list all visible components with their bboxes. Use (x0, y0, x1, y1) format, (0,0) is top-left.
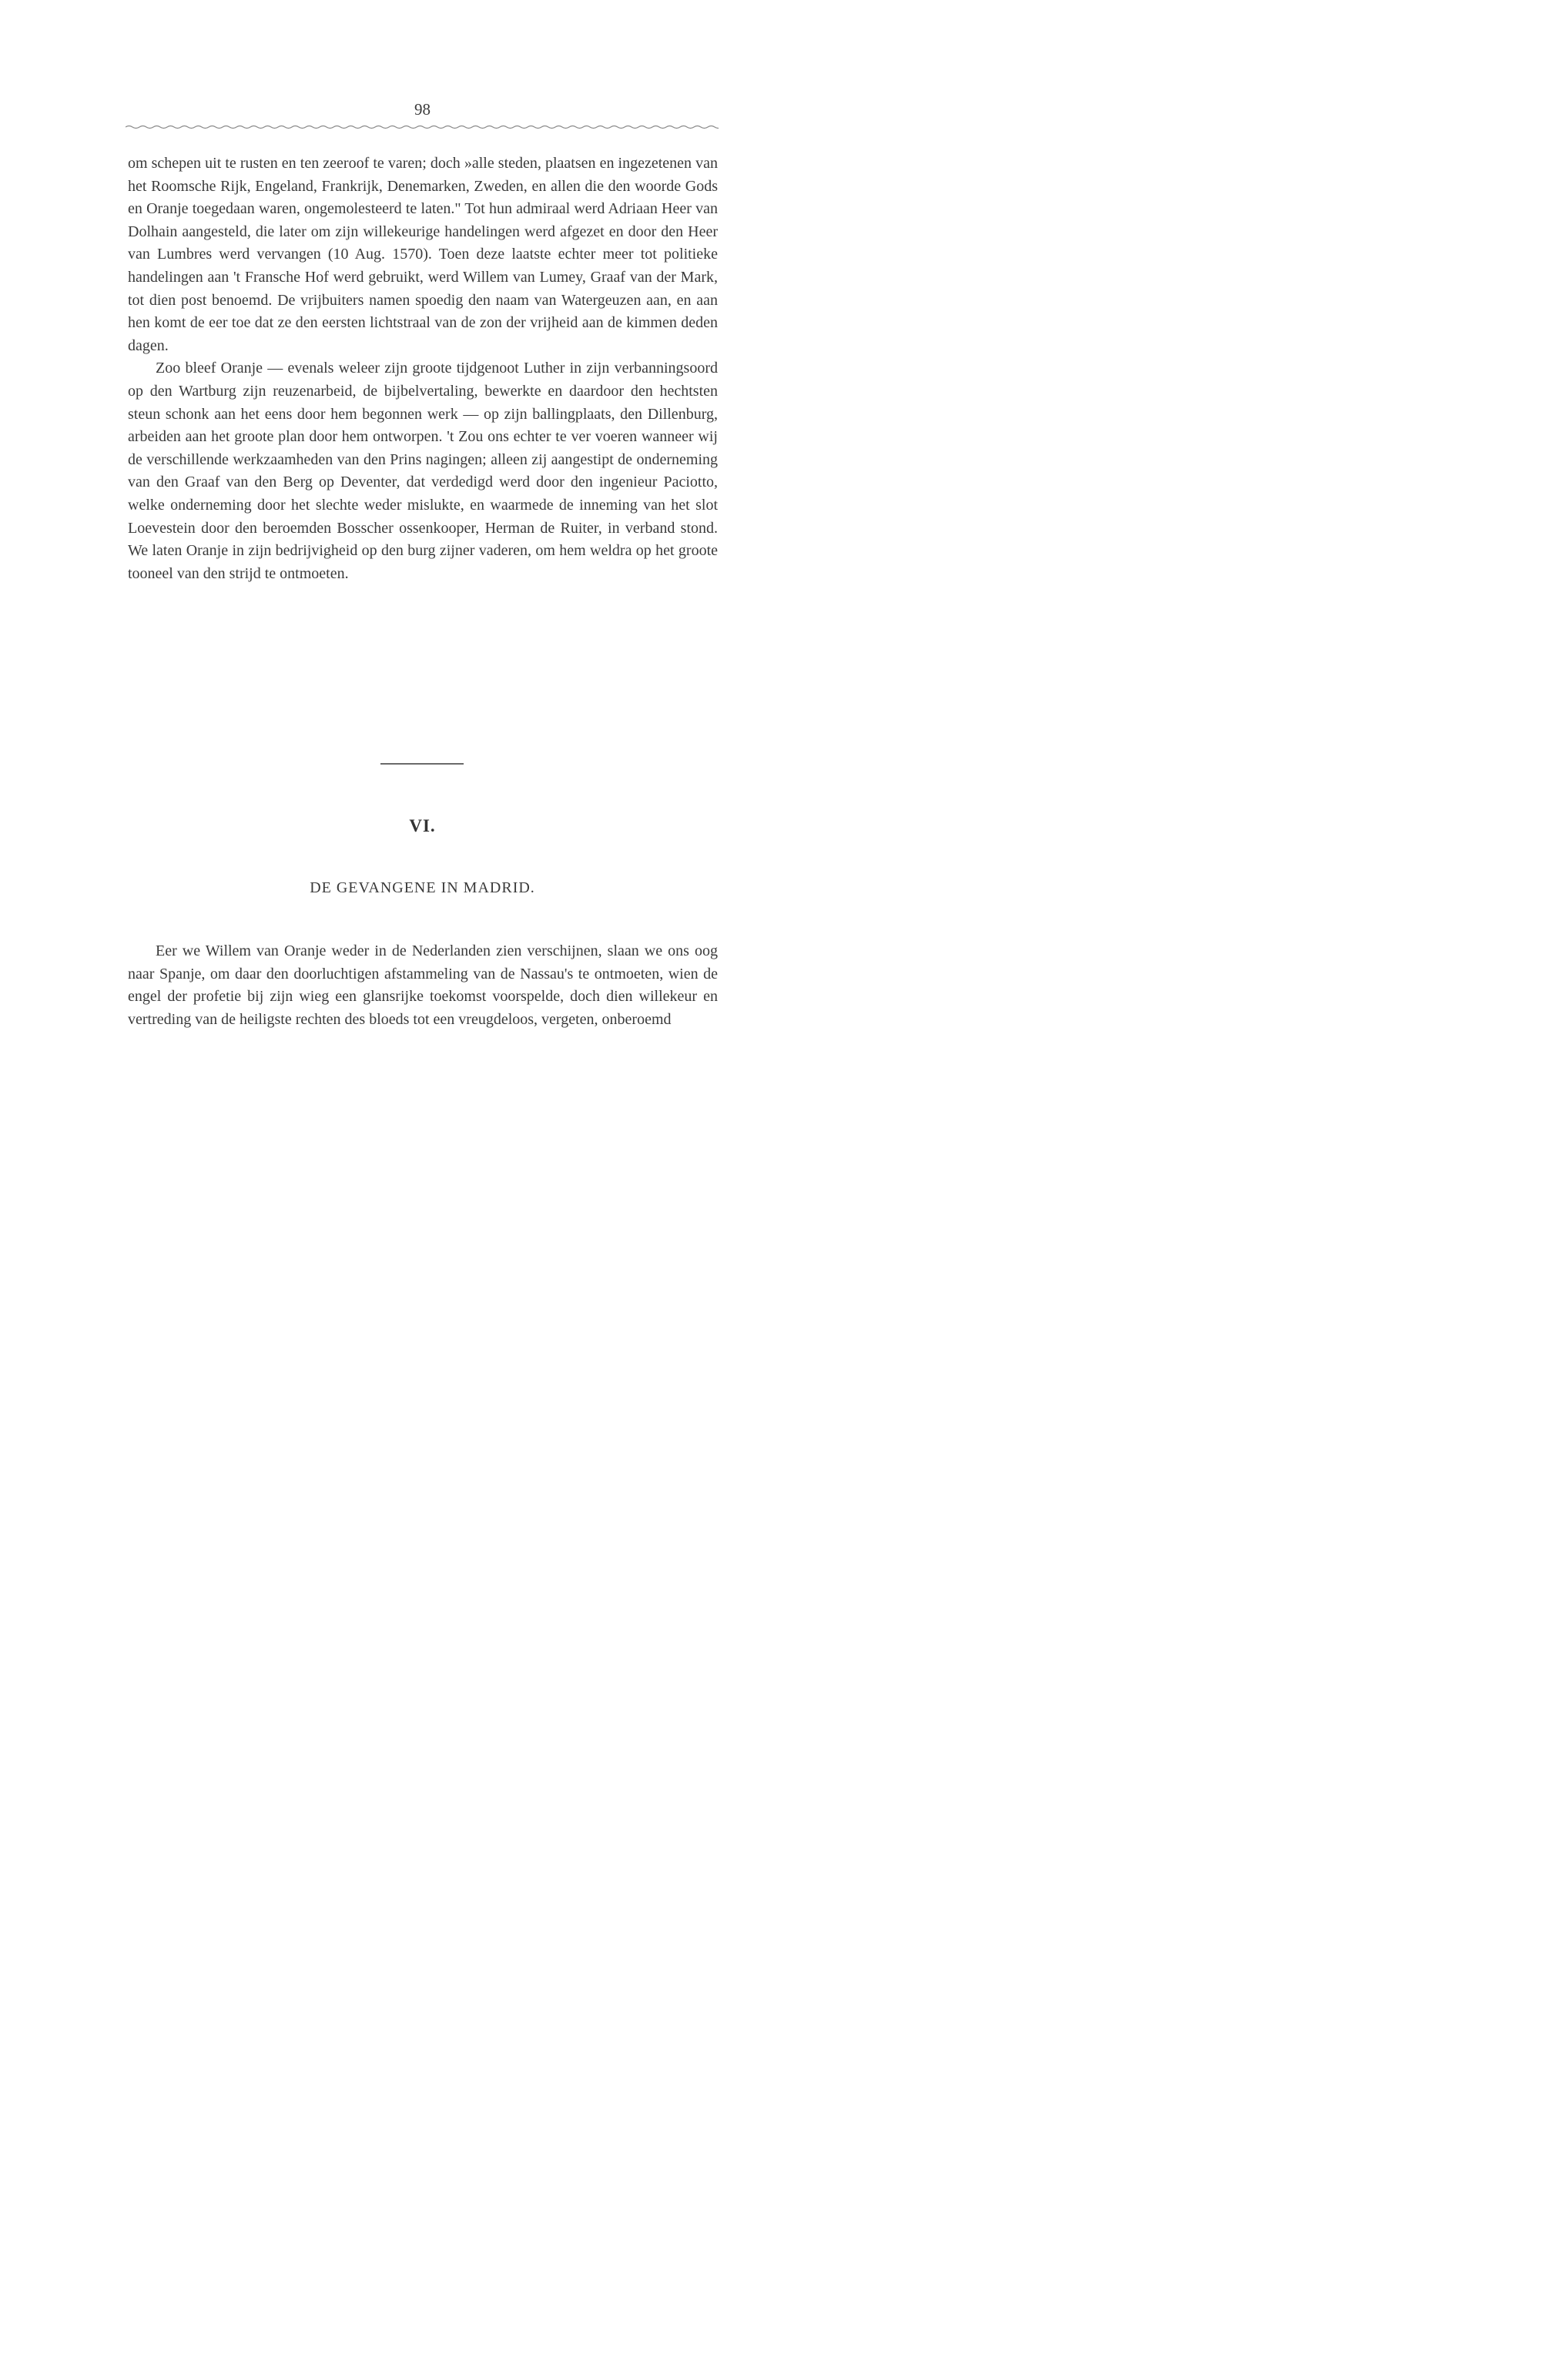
wavy-header-rule (126, 123, 719, 131)
paragraph: om schepen uit te rusten en ten zeeroof te varen; doch »alle steden, plaatsen en ingezetenen van het Roomsche Rijk, Engeland, Frankrijk, Denemarken, Zweden, en allen die den woorde Gods en Oranje toegedaan waren, ongemolesteerd te laten." Tot hun admiraal werd Adriaan Heer van Dolhain aangesteld, die later om zijn willekeurige handelingen werd afgezet en door den Heer van Lumbres werd vervangen (10 Aug. 1570). Toen deze laatste echter meer tot politieke handelingen aan 't Fransche Hof werd gebruikt, werd Willem van Lumey, Graaf van der Mark, tot dien post benoemd. De vrijbuiters namen spoedig den naam van Watergeuzen aan, en aan hen komt de eer toe dat ze den eersten lichtstraal van de zon der vrijheid aan de kimmen deden dagen. (128, 155, 718, 354)
chapter-text (128, 940, 718, 1031)
section-divider (380, 763, 464, 765)
page-number: 98 (414, 100, 431, 119)
paragraph: Zoo bleef Oranje — evenals weleer zijn groote tijdgenoot Luther in zijn verbanningsoord op den Wartburg zijn reuzenarbeid, de bijbelvertaling, bewerkte en daardoor den hechtsten steun schonk aan het eens door hem begonnen werk — op zijn ballingplaats, den Dillenburg, arbeiden aan het groote plan door hem ontworpen. 't Zou ons echter te ver voeren wanneer wij de verschillende werkzaamheden van den Prins nagingen; alleen zij aangestipt de onderneming van den Graaf van den Berg op Deventer, dat verdedigd werd door den ingenieur Paciotto, welke onderneming door het slechte weder mislukte, en waarmede de inneming van het slot Loevestein door den beroemden Bosscher ossenkooper, Herman de Ruiter, in verband stond. We laten Oranje in zijn bedrijvigheid op den burg zijner vaderen, om hem weldra op het groote tooneel van den strijd te ontmoeten. (128, 360, 718, 582)
chapter-title: DE GEVANGENE IN MADRID. (310, 879, 535, 896)
paragraph: Eer we Willem van Oranje weder in de Nederlanden zien verschijnen, slaan we ons oog naar Spanje, om daar den doorluchtigen afstammeling van de Nassau's te ontmoeten, wien de engel der profetie bij zijn wieg een glansrijke toekomst voorspelde, doch dien willekeur en vertreding van de heiligste rechten des bloeds tot een vreugdeloos, vergeten, onberoemd (128, 942, 718, 1028)
book-page (0, 0, 791, 1207)
continuation-text (128, 152, 718, 585)
chapter-number: VI. (409, 816, 436, 835)
